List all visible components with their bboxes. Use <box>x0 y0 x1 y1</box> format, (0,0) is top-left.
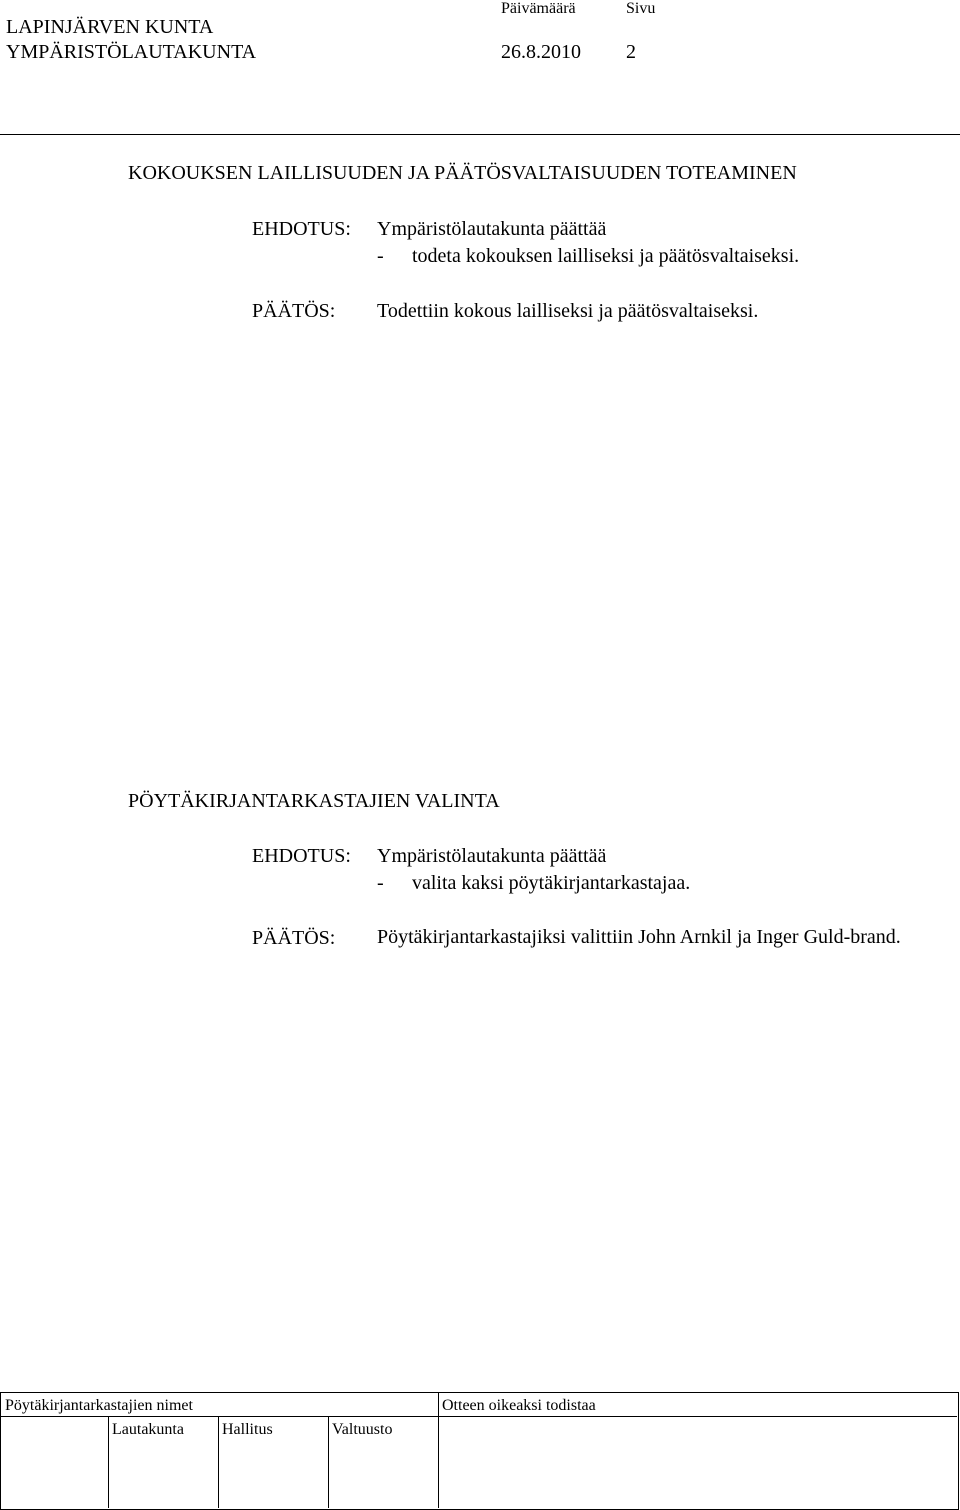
date-value: 26.8.2010 <box>501 41 581 63</box>
organization-name: LAPINJÄRVEN KUNTA <box>6 16 214 38</box>
col-board: Lautakunta <box>112 1421 184 1438</box>
table-col-divider <box>328 1416 329 1508</box>
proposal-label: EHDOTUS: <box>252 845 351 867</box>
proposal-bullet: valita kaksi pöytäkirjantarkastajaa. <box>412 872 691 894</box>
table-col-divider <box>218 1416 219 1508</box>
page-label: Sivu <box>626 0 656 17</box>
proposal-text: Ympäristölautakunta päättää <box>377 845 607 867</box>
decision-label: PÄÄTÖS: <box>252 927 336 949</box>
proposal-label: EHDOTUS: <box>252 218 351 240</box>
section-title: KOKOUKSEN LAILLISUUDEN JA PÄÄTÖSVALTAISUUDEN TOTEAMINEN <box>128 162 797 184</box>
col-government: Hallitus <box>222 1421 273 1438</box>
header-divider <box>0 134 960 135</box>
bullet-dash: - <box>377 872 384 894</box>
page-number: 2 <box>626 41 636 63</box>
table-col-divider <box>438 1392 439 1508</box>
certify-label: Otteen oikeaksi todistaa <box>442 1397 596 1414</box>
col-council: Valtuusto <box>332 1421 393 1438</box>
decision-text: Todettiin kokous lailliseksi ja päätösvaltaiseksi. <box>377 300 759 322</box>
table-col-divider <box>108 1416 109 1508</box>
decision-text: Pöytäkirjantarkastajiksi valittiin John Arnkil ja Inger Guld-brand. <box>377 926 901 948</box>
committee-name: YMPÄRISTÖLAUTAKUNTA <box>6 41 257 63</box>
date-label: Päivämäärä <box>501 0 576 17</box>
section-title: PÖYTÄKIRJANTARKASTAJIEN VALINTA <box>128 790 500 812</box>
bullet-dash: - <box>377 245 384 267</box>
table-row-divider <box>0 1416 957 1417</box>
proposal-text: Ympäristölautakunta päättää <box>377 218 607 240</box>
decision-label: PÄÄTÖS: <box>252 300 336 322</box>
signers-label: Pöytäkirjantarkastajien nimet <box>5 1397 193 1414</box>
proposal-bullet: todeta kokouksen lailliseksi ja päätösvaltaiseksi. <box>412 245 800 267</box>
